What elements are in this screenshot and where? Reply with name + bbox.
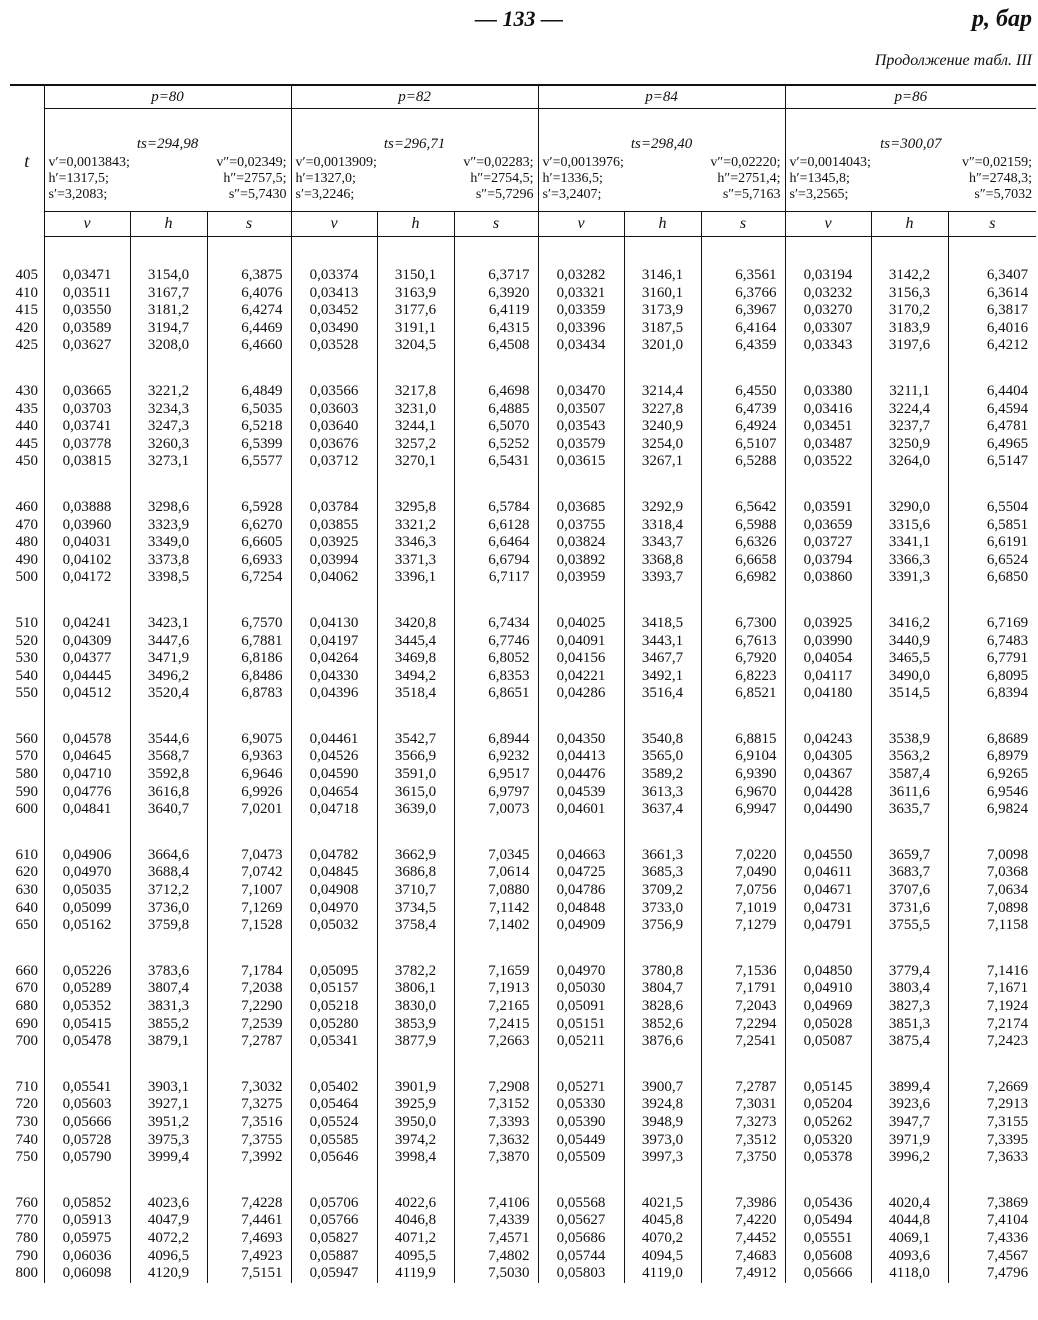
specific-volume-values: 0,04578 0,04645 0,04710 0,04776 0,04841 <box>44 731 130 819</box>
specific-volume-values: 0,04130 0,04197 0,04264 0,04330 0,04396 <box>291 615 377 703</box>
specific-volume-values: 0,05226 0,05289 0,05352 0,05415 0,05478 <box>44 963 130 1051</box>
enthalpy-values: 4023,6 4047,9 4072,2 4096,5 4120,9 <box>130 1195 207 1283</box>
specific-volume-values: 0,03888 0,03960 0,04031 0,04102 0,04172 <box>44 499 130 587</box>
enthalpy-values: 3542,7 3566,9 3591,0 3615,0 3639,0 <box>377 731 454 819</box>
enthalpy-values: 3292,9 3318,4 3343,7 3368,8 3393,7 <box>624 499 701 587</box>
column-header-s: s <box>948 212 1036 237</box>
specific-volume-values: 0,04241 0,04309 0,04377 0,04445 0,04512 <box>44 615 130 703</box>
saturation-line <box>539 171 785 187</box>
saturation-value: v″=0,02159; <box>961 155 1033 170</box>
saturation-properties <box>538 153 785 212</box>
entropy-values: 6,8689 6,8979 6,9265 6,9546 6,9824 <box>986 730 1029 818</box>
specific-volume-values: 0,03925 0,03990 0,04054 0,04117 0,04180 <box>785 615 871 703</box>
enthalpy-values: 3661,3 3685,3 3709,2 3733,0 3756,9 <box>624 847 701 935</box>
row-gap <box>10 935 1036 963</box>
table-continuation-note: Продолжение табл. III <box>874 52 1032 69</box>
table-row-group <box>10 383 1036 471</box>
specific-volume-values: 0,05541 0,05603 0,05666 0,05728 0,05790 <box>44 1079 130 1167</box>
pressure-label: p=84 <box>538 85 785 109</box>
enthalpy-values: 3298,6 3323,9 3349,0 3373,8 3398,5 <box>130 499 207 587</box>
saturation-line <box>786 187 1037 203</box>
enthalpy-values: 3154,0 3167,7 3181,2 3194,7 3208,0 <box>130 267 207 355</box>
enthalpy-values: 3544,6 3568,7 3592,8 3616,8 3640,7 <box>130 731 207 819</box>
specific-volume-values: 0,03374 0,03413 0,03452 0,03490 0,03528 <box>291 267 377 355</box>
entropy-values: 6,7434 6,7746 6,8052 6,8353 6,8651 <box>454 615 538 703</box>
specific-volume-values: 0,04906 0,04970 0,05035 0,05099 0,05162 <box>44 847 130 935</box>
entropy-values: 7,2669 7,2913 7,3155 7,3395 7,3633 <box>986 1078 1029 1166</box>
specific-volume-values: 0,04782 0,04845 0,04908 0,04970 0,05032 <box>291 847 377 935</box>
saturation-value: v″=0,02283; <box>463 155 534 170</box>
enthalpy-values: 3780,8 3804,7 3828,6 3852,6 3876,6 <box>624 963 701 1051</box>
specific-volume-values: 0,03194 0,03232 0,03270 0,03307 0,03343 <box>785 267 871 355</box>
saturation-line <box>45 187 291 203</box>
specific-volume-values: 0,04461 0,04526 0,04590 0,04654 0,04718 <box>291 731 377 819</box>
saturation-line <box>45 155 291 171</box>
entropy-values: 6,8944 6,9232 6,9517 6,9797 7,0073 <box>454 731 538 819</box>
saturation-line <box>292 155 538 171</box>
column-header-v: v <box>44 212 130 237</box>
saturation-temperature: ts=296,71 <box>291 109 538 154</box>
entropy-values: 6,9075 6,9363 6,9646 6,9926 7,0201 <box>207 731 291 819</box>
temperature-values: 760 770 780 790 800 <box>10 1195 44 1283</box>
specific-volume-values: 0,03685 0,03755 0,03824 0,03892 0,03959 <box>538 499 624 587</box>
enthalpy-values: 3900,7 3924,8 3948,9 3973,0 3997,3 <box>624 1079 701 1167</box>
saturation-value: h′=1345,8; <box>789 171 850 186</box>
column-header-s: s <box>454 212 538 237</box>
entropy-values: 6,3717 6,3920 6,4119 6,4315 6,4508 <box>454 267 538 355</box>
specific-volume-values: 0,05095 0,05157 0,05218 0,05280 0,05341 <box>291 963 377 1051</box>
specific-volume-values: 0,03591 0,03659 0,03727 0,03794 0,03860 <box>785 499 871 587</box>
enthalpy-values: 3782,2 3806,1 3830,0 3853,9 3877,9 <box>377 963 454 1051</box>
specific-volume-values: 0,03380 0,03416 0,03451 0,03487 0,03522 <box>785 383 871 471</box>
enthalpy-values: 3899,4 3923,6 3947,7 3971,9 3996,2 <box>871 1079 948 1167</box>
enthalpy-values: 4022,6 4046,8 4071,2 4095,5 4119,9 <box>377 1195 454 1283</box>
column-header-v: v <box>785 212 871 237</box>
entropy-values: 6,7570 6,7881 6,8186 6,8486 6,8783 <box>207 615 291 703</box>
entropy-values: 6,3561 6,3766 6,3967 6,4164 6,4359 <box>701 267 785 355</box>
table-row-group <box>10 499 1036 587</box>
enthalpy-values: 3664,6 3688,4 3712,2 3736,0 3759,8 <box>130 847 207 935</box>
enthalpy-values: 3779,4 3803,4 3827,3 3851,3 3875,4 <box>871 963 948 1051</box>
row-gap <box>10 471 1036 499</box>
saturation-value: v′=0,0013976; <box>542 155 624 170</box>
entropy-values: 7,0098 7,0368 7,0634 7,0898 7,1158 <box>986 846 1029 934</box>
pressure-label: p=82 <box>291 85 538 109</box>
entropy-values: 7,1659 7,1913 7,2165 7,2415 7,2663 <box>454 963 538 1051</box>
enthalpy-values: 3659,7 3683,7 3707,6 3731,6 3755,5 <box>871 847 948 935</box>
entropy-values: 6,4698 6,4885 6,5070 6,5252 6,5431 <box>454 383 538 471</box>
row-gap <box>10 703 1036 731</box>
entropy-values: 7,0345 7,0614 7,0880 7,1142 7,1402 <box>454 847 538 935</box>
saturation-value: h′=1317,5; <box>48 171 109 186</box>
enthalpy-values: 3901,9 3925,9 3950,0 3974,2 3998,4 <box>377 1079 454 1167</box>
saturation-value: s″=5,7296 <box>475 187 534 202</box>
entropy-values: 6,5642 6,5988 6,6326 6,6658 6,6982 <box>701 499 785 587</box>
saturation-line <box>292 171 538 187</box>
entropy-values: 7,3032 7,3275 7,3516 7,3755 7,3992 <box>207 1079 291 1167</box>
enthalpy-values: 3150,1 3163,9 3177,6 3191,1 3204,5 <box>377 267 454 355</box>
enthalpy-values: 3418,5 3443,1 3467,7 3492,1 3516,4 <box>624 615 701 703</box>
entropy-values: 6,8815 6,9104 6,9390 6,9670 6,9947 <box>701 731 785 819</box>
specific-volume-values: 0,04243 0,04305 0,04367 0,04428 0,04490 <box>785 731 871 819</box>
entropy-values: 7,3869 7,4104 7,4336 7,4567 7,4796 <box>986 1194 1029 1282</box>
saturation-value: s′=3,2407; <box>542 187 602 202</box>
specific-volume-values: 0,04350 0,04413 0,04476 0,04539 0,04601 <box>538 731 624 819</box>
specific-volume-values: 0,05145 0,05204 0,05262 0,05320 0,05378 <box>785 1079 871 1167</box>
temperature-values: 510 520 530 540 550 <box>10 615 44 703</box>
row-gap <box>10 819 1036 847</box>
entropy-values: 7,0220 7,0490 7,0756 7,1019 7,1279 <box>701 847 785 935</box>
saturation-line <box>539 187 785 203</box>
saturation-value: v″=0,02220; <box>710 155 781 170</box>
temperature-values: 460 470 480 490 500 <box>10 499 44 587</box>
entropy-values: 6,4404 6,4594 6,4781 6,4965 6,5147 <box>986 382 1029 470</box>
temperature-values: 560 570 580 590 600 <box>10 731 44 819</box>
enthalpy-values: 3142,2 3156,3 3170,2 3183,9 3197,6 <box>871 267 948 355</box>
enthalpy-values: 3146,1 3160,1 3173,9 3187,5 3201,0 <box>624 267 701 355</box>
entropy-values: 6,5784 6,6128 6,6464 6,6794 6,7117 <box>454 499 538 587</box>
saturation-properties <box>291 153 538 212</box>
temperature-values: 710 720 730 740 750 <box>10 1079 44 1167</box>
enthalpy-values: 3538,9 3563,2 3587,4 3611,6 3635,7 <box>871 731 948 819</box>
saturation-line <box>786 171 1037 187</box>
specific-volume-values: 0,05271 0,05330 0,05390 0,05449 0,05509 <box>538 1079 624 1167</box>
enthalpy-values: 3662,9 3686,8 3710,7 3734,5 3758,4 <box>377 847 454 935</box>
enthalpy-values: 3420,8 3445,4 3469,8 3494,2 3518,4 <box>377 615 454 703</box>
specific-volume-values: 0,03566 0,03603 0,03640 0,03676 0,03712 <box>291 383 377 471</box>
saturation-temperature: ts=294,98 <box>44 109 291 154</box>
specific-volume-values: 0,03471 0,03511 0,03550 0,03589 0,03627 <box>44 267 130 355</box>
column-header-h: h <box>130 212 207 237</box>
saturation-temperature: ts=300,07 <box>880 136 942 152</box>
saturation-line <box>539 155 785 171</box>
table-row-group <box>10 615 1036 703</box>
saturation-value: h′=1336,5; <box>542 171 603 186</box>
enthalpy-values: 3295,8 3321,2 3346,3 3371,3 3396,1 <box>377 499 454 587</box>
row-gap <box>10 587 1036 615</box>
column-header-h: h <box>624 212 701 237</box>
steam-properties-table <box>10 84 1036 1318</box>
column-header-h: h <box>871 212 948 237</box>
saturation-value: h″=2751,4; <box>717 171 781 186</box>
saturation-value: s″=5,7430 <box>228 187 287 202</box>
entropy-values: 7,1416 7,1671 7,1924 7,2174 7,2423 <box>986 962 1029 1050</box>
entropy-values: 7,0473 7,0742 7,1007 7,1269 7,1528 <box>207 847 291 935</box>
enthalpy-values: 3290,0 3315,6 3341,1 3366,3 3391,3 <box>871 499 948 587</box>
specific-volume-values: 0,05706 0,05766 0,05827 0,05887 0,05947 <box>291 1195 377 1283</box>
enthalpy-values: 3903,1 3927,1 3951,2 3975,3 3999,4 <box>130 1079 207 1167</box>
enthalpy-values: 3214,4 3227,8 3240,9 3254,0 3267,1 <box>624 383 701 471</box>
entropy-values: 7,2908 7,3152 7,3393 7,3632 7,3870 <box>454 1079 538 1167</box>
enthalpy-values: 3211,1 3224,4 3237,7 3250,9 3264,0 <box>871 383 948 471</box>
entropy-values: 6,7300 6,7613 6,7920 6,8223 6,8521 <box>701 615 785 703</box>
specific-volume-values: 0,03470 0,03507 0,03543 0,03579 0,03615 <box>538 383 624 471</box>
saturation-value: s″=5,7032 <box>974 187 1033 202</box>
table-row-group <box>10 847 1036 935</box>
specific-volume-values: 0,05436 0,05494 0,05551 0,05608 0,05666 <box>785 1195 871 1283</box>
pressure-label: p=86 <box>785 85 1036 109</box>
saturation-value: h″=2757,5; <box>223 171 287 186</box>
entropy-values: 6,4550 6,4739 6,4924 6,5107 6,5288 <box>701 383 785 471</box>
saturation-value: h″=2748,3; <box>968 171 1033 186</box>
saturation-line <box>292 187 538 203</box>
entropy-values: 6,3407 6,3614 6,3817 6,4016 6,4212 <box>986 267 1029 354</box>
entropy-values: 7,2787 7,3031 7,3273 7,3512 7,3750 <box>701 1079 785 1167</box>
enthalpy-values: 3221,2 3234,3 3247,3 3260,3 3273,1 <box>130 383 207 471</box>
column-header-v: v <box>291 212 377 237</box>
enthalpy-values: 3783,6 3807,4 3831,3 3855,2 3879,1 <box>130 963 207 1051</box>
saturation-value: s′=3,2083; <box>48 187 108 202</box>
specific-volume-values: 0,05568 0,05627 0,05686 0,05744 0,05803 <box>538 1195 624 1283</box>
saturation-value: v′=0,0013909; <box>295 155 377 170</box>
saturation-value: s″=5,7163 <box>722 187 781 202</box>
column-header-s: s <box>207 212 291 237</box>
entropy-values: 6,3875 6,4076 6,4274 6,4469 6,4660 <box>207 267 291 355</box>
specific-volume-values: 0,03282 0,03321 0,03359 0,03396 0,03434 <box>538 267 624 355</box>
row-gap <box>10 1051 1036 1079</box>
saturation-value: s′=3,2246; <box>295 187 355 202</box>
entropy-values: 7,4106 7,4339 7,4571 7,4802 7,5030 <box>454 1195 538 1283</box>
table-row-group <box>10 1079 1036 1167</box>
saturation-line <box>45 171 291 187</box>
specific-volume-values: 0,04025 0,04091 0,04156 0,04221 0,04286 <box>538 615 624 703</box>
temperature-values: 660 670 680 690 700 <box>10 963 44 1051</box>
column-header-v: v <box>538 212 624 237</box>
saturation-value: v″=0,02349; <box>216 155 287 170</box>
t-column-label: t <box>10 85 44 237</box>
entropy-values: 6,4849 6,5035 6,5218 6,5399 6,5577 <box>207 383 291 471</box>
column-header-h: h <box>377 212 454 237</box>
enthalpy-values: 3416,2 3440,9 3465,5 3490,0 3514,5 <box>871 615 948 703</box>
saturation-properties <box>44 153 291 212</box>
specific-volume-values: 0,04970 0,05030 0,05091 0,05151 0,05211 <box>538 963 624 1051</box>
entropy-values: 6,5504 6,5851 6,6191 6,6524 6,6850 <box>986 498 1029 586</box>
enthalpy-values: 3217,8 3231,0 3244,1 3257,2 3270,1 <box>377 383 454 471</box>
specific-volume-values: 0,05852 0,05913 0,05975 0,06036 0,06098 <box>44 1195 130 1283</box>
table-row-group <box>10 267 1036 355</box>
specific-volume-values: 0,04850 0,04910 0,04969 0,05028 0,05087 <box>785 963 871 1051</box>
saturation-line <box>786 155 1037 171</box>
column-header-s: s <box>701 212 785 237</box>
entropy-values: 7,1536 7,1791 7,2043 7,2294 7,2541 <box>701 963 785 1051</box>
enthalpy-values: 3423,1 3447,6 3471,9 3496,2 3520,4 <box>130 615 207 703</box>
data-table <box>10 84 1036 1283</box>
saturation-value: v′=0,0014043; <box>789 155 871 170</box>
specific-volume-values: 0,05402 0,05464 0,05524 0,05585 0,05646 <box>291 1079 377 1167</box>
temperature-values: 610 620 630 640 650 <box>10 847 44 935</box>
row-gap <box>10 355 1036 383</box>
specific-volume-values: 0,03784 0,03855 0,03925 0,03994 0,04062 <box>291 499 377 587</box>
table-row-group <box>10 731 1036 819</box>
enthalpy-values: 4021,5 4045,8 4070,2 4094,5 4119,0 <box>624 1195 701 1283</box>
saturation-temperature: ts=298,40 <box>538 109 785 154</box>
saturation-properties <box>785 153 1036 212</box>
page-number: — 133 — <box>475 6 563 31</box>
enthalpy-values: 3540,8 3565,0 3589,2 3613,3 3637,4 <box>624 731 701 819</box>
row-gap <box>10 237 1036 268</box>
entropy-values: 6,5928 6,6270 6,6605 6,6933 6,7254 <box>207 499 291 587</box>
temperature-values: 405 410 415 420 425 <box>10 267 44 355</box>
entropy-values: 7,3986 7,4220 7,4452 7,4683 7,4912 <box>701 1195 785 1283</box>
table-row-group <box>10 1195 1036 1283</box>
table-row-group <box>10 963 1036 1051</box>
entropy-values: 7,1784 7,2038 7,2290 7,2539 7,2787 <box>207 963 291 1051</box>
running-header: p, бар <box>972 6 1032 32</box>
entropy-values: 6,7169 6,7483 6,7791 6,8095 6,8394 <box>986 614 1029 702</box>
saturation-value: v′=0,0013843; <box>48 155 130 170</box>
enthalpy-values: 4020,4 4044,8 4069,1 4093,6 4118,0 <box>871 1195 948 1283</box>
entropy-values: 7,4228 7,4461 7,4693 7,4923 7,5151 <box>207 1195 291 1283</box>
specific-volume-values: 0,04663 0,04725 0,04786 0,04848 0,04909 <box>538 847 624 935</box>
specific-volume-values: 0,03665 0,03703 0,03741 0,03778 0,03815 <box>44 383 130 471</box>
saturation-value: h″=2754,5; <box>470 171 534 186</box>
row-gap <box>10 1167 1036 1195</box>
temperature-values: 430 435 440 445 450 <box>10 383 44 471</box>
pressure-label: p=80 <box>44 85 291 109</box>
saturation-value: h′=1327,0; <box>295 171 356 186</box>
specific-volume-values: 0,04550 0,04611 0,04671 0,04731 0,04791 <box>785 847 871 935</box>
saturation-value: s′=3,2565; <box>789 187 849 202</box>
